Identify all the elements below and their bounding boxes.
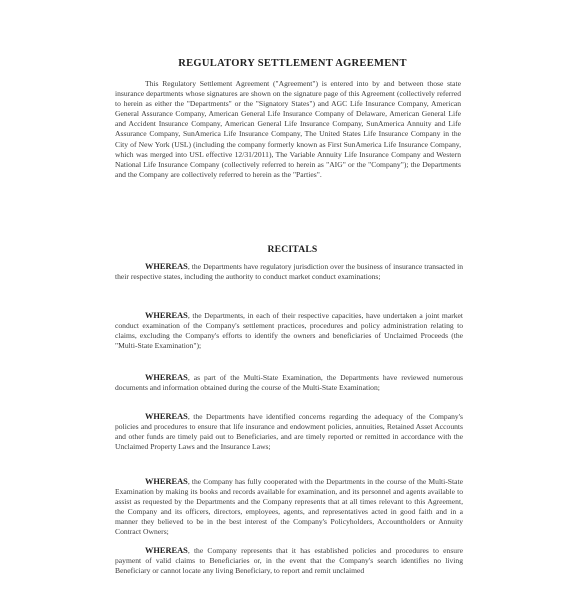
recital-lead: WHEREAS (145, 477, 188, 486)
intro-paragraph: This Regulatory Settlement Agreement ("Agreement") is entered into by and between those state insurance departments whose signatures are shown on the signature page of this Agreement (collectively referred to herein as either the "Departments" or the "Signatory States") and AGC Life Insurance Company, American General Assurance Company, American General Life Insurance Company of Delaware, American General Life and Accident Insurance Company, American General Life Insurance Company, SunAmerica Annuity and Life Assurance Company, SunAmerica Life Insurance Company, The United States Life Insurance Company in the City of New York (USL) (including the company formerly known as First SunAmerica Life Insurance Company, which was merged into USL effective 12/31/2011), The Variable Annuity Life Insurance Company and Western National Life Insurance Company (collectively referred to herein as "AIG" or the "Company"); the Departments and the Company are collectively referred to herein as the "Parties". (115, 79, 461, 179)
recital-text: , as part of the Multi-State Examination, the Departments have reviewed numerous documents and information obtained during the course of the Multi-State Examination; (115, 373, 463, 393)
recital-paragraph (115, 477, 463, 538)
recital-paragraph (115, 262, 463, 282)
recital-text: , the Departments have regulatory jurisdiction over the business of insurance transacted in their respective states, including the authority to conduct market conduct examinations; (115, 262, 463, 282)
recital-text: , the Company represents that it has established policies and procedures to ensure payment of valid claims to Beneficiaries or, in the event that the Company's search identifies no living Beneficiary or cannot locate any living Beneficiary, to report and remit unclaimed (115, 546, 463, 576)
recital-paragraph (115, 373, 463, 393)
recital-lead: WHEREAS (145, 546, 188, 555)
document-title: REGULATORY SETTLEMENT AGREEMENT (178, 58, 407, 69)
recital-lead: WHEREAS (145, 373, 188, 382)
recital-paragraph (115, 412, 463, 452)
recital-lead: WHEREAS (145, 412, 188, 421)
recitals-heading: RECITALS (267, 244, 318, 255)
recital-text: , the Departments have identified concerns regarding the adequacy of the Company's policies and procedures to ensure that life insurance and endowment policies, annuities, Retained Asset Accounts and other funds are timely paid out to Beneficiaries, and are timely reported or remitted in accordance with the Unclaimed Property Laws and the Insurance Laws; (115, 412, 463, 452)
recital-text: , the Company has fully cooperated with the Departments in the course of the Multi-State Examination by making its books and records available for examination, and its personnel and agents available to assist as requested by the Departments and the Company represents that at all times relevant to this Agreement, the Company and its officers, directors, employees, agents, and representatives acted in good faith and in a manner they believed to be in the best interest of the Company's Policyholders, Accountholders or Annuity Contract Owners; (115, 477, 463, 537)
recital-text: , the Departments, in each of their respective capacities, have undertaken a joint market conduct examination of the Company's settlement practices, procedures and policy administration relating to claims, excluding the Company's efforts to identify the owners and beneficiaries of Unclaimed Proceeds (the "Multi-State Examination"); (115, 311, 463, 351)
recital-lead: WHEREAS (145, 311, 188, 320)
recital-paragraph (115, 546, 463, 576)
recital-lead: WHEREAS (145, 262, 188, 271)
recital-paragraph (115, 311, 463, 351)
